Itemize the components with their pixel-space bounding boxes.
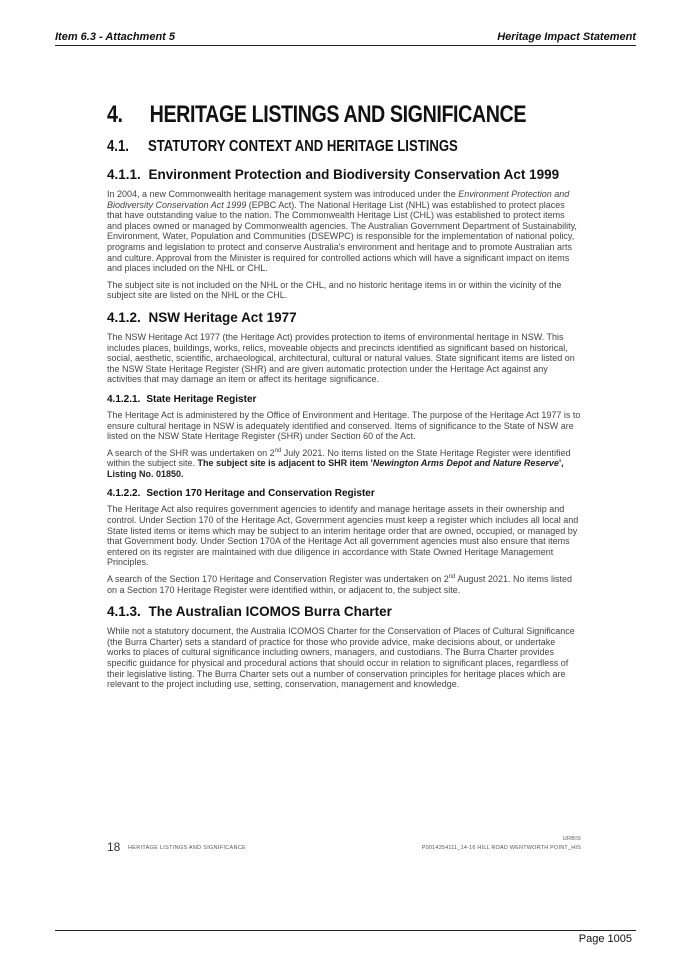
paragraph-epbc-site: The subject site is not included on the NHL or the CHL, and no historic heritage items in or within the vicinity of the subject site are listed on the NHL or the CHL. xyxy=(107,279,562,301)
section-number: 4.1. xyxy=(107,138,129,155)
paragraph-s170-search: A search of the Section 170 Heritage and Conservation Register was undertaken on 2nd August 2021. No items listed on a Section 170 Heritage Register were identified within, or adjacent to, the subject site. xyxy=(107,574,572,595)
section-heading-4-1-1 xyxy=(107,166,581,183)
section-number: 4.1.1. xyxy=(107,167,141,182)
page-number-label: Page 1005 xyxy=(578,933,632,945)
section-number: 4.1.2. xyxy=(107,309,141,325)
footer-brand: URBIS xyxy=(562,836,581,842)
section-title: STATUTORY CONTEXT AND HERITAGE LISTINGS xyxy=(148,138,458,155)
paragraph-shr-admin: The Heritage Act is administered by the Office of Environment and Heritage. The purpose of the Heritage Act 1977 is to ensure cultural heritage in NSW is adequately identified and conserved. Items of significance to the State of NSW are listed on the NSW State Heritage Register (SHR) under Section 60 of the Act. xyxy=(107,409,581,442)
paragraph-burra-charter: While not a statutory document, the Australia ICOMOS Charter for the Conservation of Places of Cultural Significance (the Burra Charter) sets a standard of practice for those who provide advice, make decisions about, or undertake works to places of cultural significance including owners, managers, and custodians. The Burra Charter provides specific guidance for physical and procedural actions that should occur in relation to significant places, regardless of their legislative listing. The Burra Charter sets out a number of conservation principles for heritage places which are relevant to the project including use, setting, conservation, management and knowledge. xyxy=(107,626,575,690)
footer-document-reference: P0014354111_14-16 HILL ROAD WENTWORTH POINT_HIS xyxy=(421,845,581,851)
footer-section-name: HERITAGE LISTINGS AND SIGNIFICANCE xyxy=(128,845,246,851)
header-document-title: Heritage Impact Statement xyxy=(497,31,636,43)
document-body xyxy=(107,98,581,696)
section-title: NSW Heritage Act 1977 xyxy=(148,309,297,325)
section-heading-4 xyxy=(107,98,527,132)
section-title: The Australian ICOMOS Burra Charter xyxy=(148,604,392,620)
section-title: Section 170 Heritage and Conservation Register xyxy=(146,488,375,500)
paragraph-shr-search: A search of the SHR was undertaken on 2nd July 2021. No items listed on the State Heritage Register were identified within the subject site. The subject site is adjacent to SHR item 'Newington Arms Depot and Nature Reserve', Listing No. 01850. xyxy=(107,447,571,479)
section-heading-4-1-2-2 xyxy=(107,487,581,500)
paragraph-epbc-intro: In 2004, a new Commonwealth heritage management system was introduced under the Environment Protection and Biodiversity Conservation Act 1999 (EPBC Act). The National Heritage List (NHL) was established to protect places that have outstanding value to the nation. The Commonwealth Heritage List (CHL) was established to protect items and places owned or managed by Commonwealth agencies. The Australian Government Department of Sustainability, Environment, Water, Population and Communities (DSEWPC) is responsible for the implementation of national policy, programs and legislation to protect and conserve Australia's environment and heritage and to promote Australian arts and culture. Approval from the Minister is required for controlled actions which will have a significant impact on items and places included on the NHL or CHL. xyxy=(107,189,577,274)
section-title: Environment Protection and Biodiversity Conservation Act 1999 xyxy=(148,167,560,182)
section-heading-4-1-3 xyxy=(107,603,581,620)
page-header xyxy=(55,31,636,46)
section-number: 4.1.2.2. xyxy=(107,488,141,500)
paragraph-heritage-act: The NSW Heritage Act 1977 (the Heritage Act) provides protection to items of environmental heritage in NSW. This includes places, buildings, works, relics, moveable objects and precincts identified as significant based on historical, social, aesthetic, scientific, archaeological, architectural, cultural or natural values. State significant items are listed on the NSW State Heritage Register (SHR) and are given automatic protection under the Heritage Act against any activities that may damage an item or affect its heritage significance. xyxy=(107,331,575,385)
section-title: HERITAGE LISTINGS AND SIGNIFICANCE xyxy=(149,101,527,128)
section-number: 4.1.3. xyxy=(107,604,141,620)
section-number: 4. xyxy=(107,101,123,128)
bottom-divider xyxy=(55,930,636,931)
document-footer xyxy=(107,836,581,856)
section-heading-4-1 xyxy=(107,136,496,158)
footer-page-number: 18 xyxy=(107,840,121,854)
section-number: 4.1.2.1. xyxy=(107,393,141,405)
section-title: State Heritage Register xyxy=(146,393,257,405)
section-heading-4-1-2-1 xyxy=(107,393,581,406)
section-heading-4-1-2 xyxy=(107,309,581,326)
paragraph-s170-requirements: The Heritage Act also requires government agencies to identify and manage heritage assets in their ownership and control. Under Section 170 of the Heritage Act, Government agencies must keep a register which includes all local and State listed items or items which may be subject to an interim heritage order that are owned, occupied, or managed by that Government body. Under Section 170A of the Heritage Act all government agencies must also ensure that items entered on its register are maintained with due diligence in accordance with State Owned Heritage Management Principles. xyxy=(107,504,579,568)
header-item-label: Item 6.3 - Attachment 5 xyxy=(55,31,176,43)
